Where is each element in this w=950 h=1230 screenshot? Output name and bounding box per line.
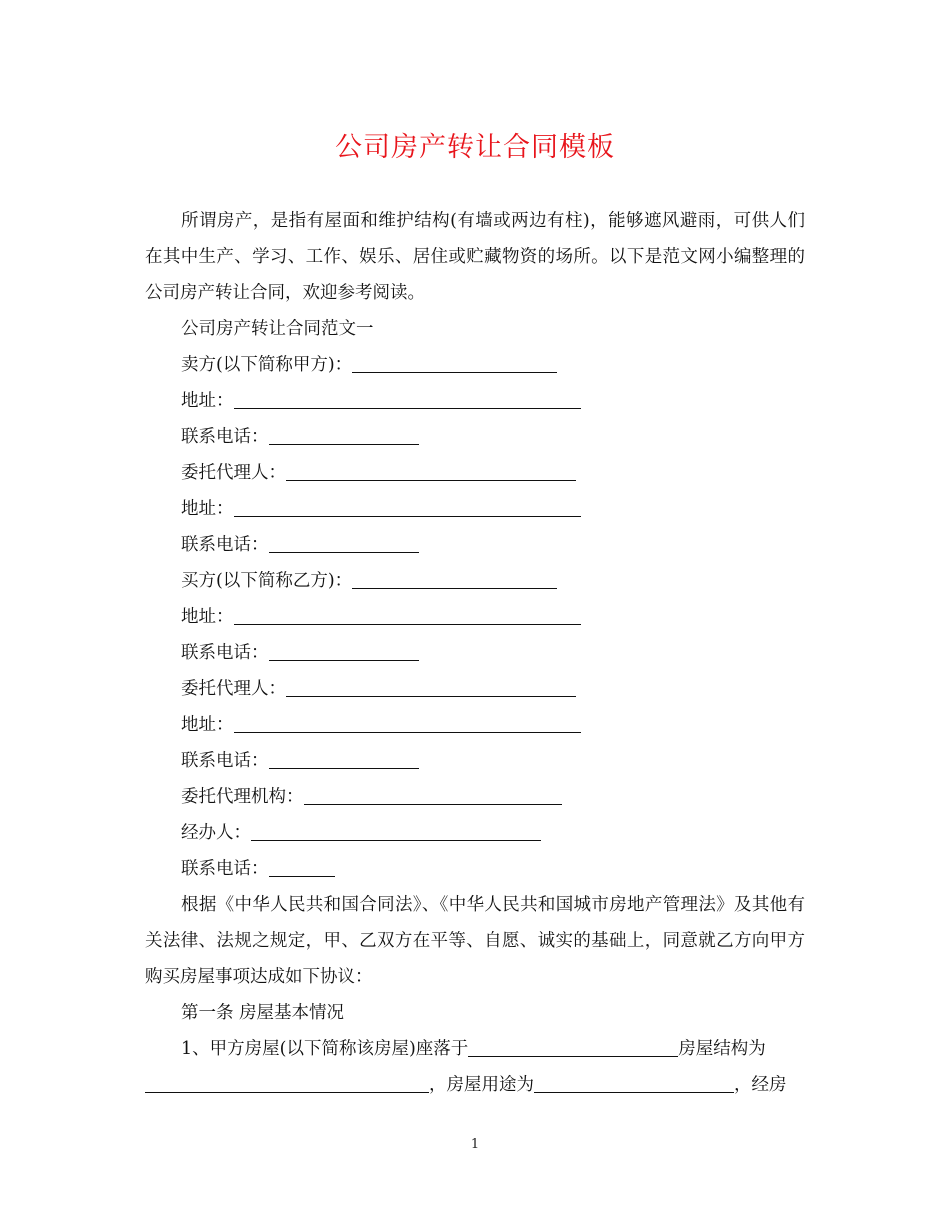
location-blank (468, 1038, 678, 1057)
buyer-label: 买方(以下简称乙方)： (181, 571, 353, 591)
seller-phone-blank (269, 426, 419, 445)
buyer-agent-address-blank (234, 714, 581, 733)
buyer-phone-blank (269, 642, 419, 661)
clause-1-line-1 (145, 1031, 805, 1067)
basis-paragraph: 根据《中华人民共和国合同法》、《中华人民共和国城市房地产管理法》及其他有关法律、法规之规定，甲、乙双方在平等、自愿、诚实的基础上，同意就乙方向甲方购买房屋事项达成如下协议： (145, 895, 805, 987)
handler-phone-field (145, 851, 805, 887)
buyer-phone-field (145, 635, 805, 671)
seller-phone-field (145, 419, 805, 455)
seller-agent-field (145, 455, 805, 491)
buyer-address-blank (234, 606, 581, 625)
clause-1-part-1: 1、甲方房屋(以下简称该房屋)座落于 (181, 1039, 469, 1059)
handler-phone-label: 联系电话： (181, 859, 269, 879)
page-number: 1 (470, 1137, 480, 1152)
article-1-heading: 第一条 房屋基本情况 (181, 1003, 345, 1023)
buyer-agent-address-label: 地址： (181, 715, 234, 735)
seller-agent-address-label: 地址： (181, 499, 234, 519)
seller-agent-address-field (145, 491, 805, 527)
handler-field (145, 815, 805, 851)
seller-label: 卖方(以下简称甲方)： (181, 355, 353, 375)
buyer-address-label: 地址： (181, 607, 234, 627)
clause-1-line-2 (145, 1067, 805, 1103)
seller-address-field (145, 383, 805, 419)
buyer-agent-phone-field (145, 743, 805, 779)
section-heading: 公司房产转让合同范文一 (181, 319, 374, 339)
seller-address-label: 地址： (181, 391, 234, 411)
seller-blank (352, 354, 557, 373)
buyer-agent-field (145, 671, 805, 707)
buyer-agent-phone-blank (269, 750, 419, 769)
intro-paragraph: 所谓房产，是指有屋面和维护结构(有墙或两边有柱)，能够遮风避雨，可供人们在其中生产、学习、工作、娱乐、居住或贮藏物资的场所。以下是范文网小编整理的公司房产转让合同，欢迎参考阅读。 (145, 211, 805, 303)
seller-agent-label: 委托代理人： (181, 463, 286, 483)
buyer-agent-blank (286, 678, 576, 697)
seller-agent-phone-blank (269, 534, 419, 553)
agency-label: 委托代理机构： (181, 787, 304, 807)
clause-1-part-2: 房屋结构为 (678, 1039, 766, 1059)
document-body (145, 203, 805, 1103)
buyer-field (145, 563, 805, 599)
buyer-agent-phone-label: 联系电话： (181, 751, 269, 771)
document-title: 公司房产转让合同模板 (335, 132, 615, 163)
agency-field (145, 779, 805, 815)
buyer-address-field (145, 599, 805, 635)
handler-label: 经办人： (181, 823, 251, 843)
agency-blank (304, 786, 562, 805)
handler-phone-blank (269, 858, 335, 877)
seller-agent-phone-field (145, 527, 805, 563)
seller-agent-phone-label: 联系电话： (181, 535, 269, 555)
buyer-agent-label: 委托代理人： (181, 679, 286, 699)
clause-1-part-3: ，房屋用途为 (429, 1075, 534, 1095)
seller-address-blank (234, 390, 581, 409)
seller-phone-label: 联系电话： (181, 427, 269, 447)
structure-blank (145, 1074, 429, 1093)
buyer-blank (352, 570, 557, 589)
buyer-agent-address-field (145, 707, 805, 743)
handler-blank (251, 822, 541, 841)
usage-blank (534, 1074, 734, 1093)
clause-1-part-4: ，经房 (734, 1075, 787, 1095)
buyer-phone-label: 联系电话： (181, 643, 269, 663)
seller-agent-address-blank (234, 498, 581, 517)
seller-field (145, 347, 805, 383)
seller-agent-blank (286, 462, 576, 481)
